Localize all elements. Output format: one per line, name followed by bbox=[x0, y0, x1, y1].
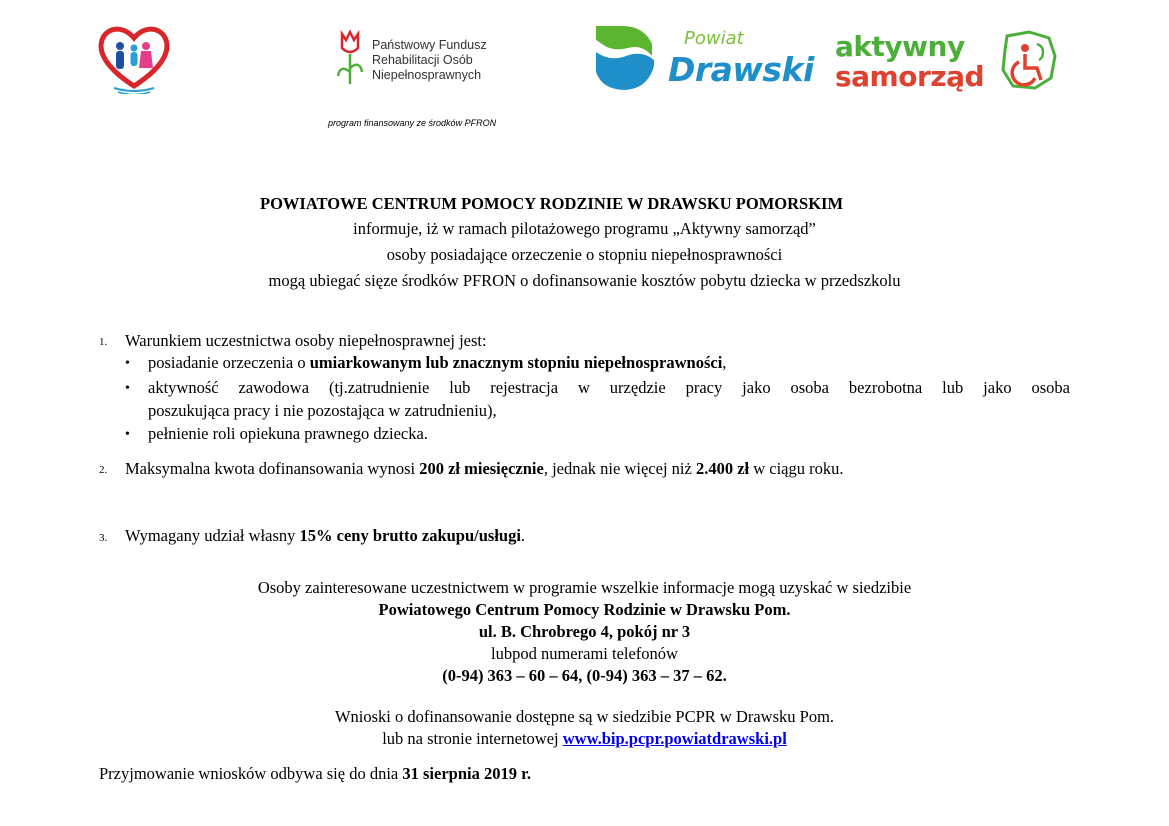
contact-address: ul. B. Chrobrego 4, pokój nr 3 bbox=[478, 622, 691, 641]
deadline-text: Przyjmowanie wniosków odbywa się do dnia 31 sierpnia 2019 r. bbox=[99, 764, 532, 783]
family-heart-logo bbox=[96, 22, 172, 94]
powiat-drawski-logo bbox=[592, 20, 814, 100]
bullet1-bold: umiarkowanym lub znacznym stopniu niepełnosprawności bbox=[309, 353, 723, 372]
contact-line1: Osoby zainteresowane uczestnictwem w programie wszelkie informacje mogą uzyskać w siedzibie bbox=[257, 578, 912, 597]
item3-number: 3. bbox=[99, 532, 108, 544]
own-contribution: 15% ceny brutto zakupu/usługi bbox=[299, 526, 521, 545]
item2-number: 2. bbox=[99, 464, 108, 476]
drawski-word1: Powiat bbox=[684, 28, 744, 49]
wave-emblem-icon bbox=[592, 22, 662, 94]
intro-line1: informuje, iż w ramach pilotażowego programu „Aktywny samorząd” bbox=[353, 219, 816, 238]
pfron-logo bbox=[330, 28, 510, 88]
bullet2-text: aktywność zawodowa (tj.zatrudnienie lub rejestracja w urzędzie pracy jako osoba bezrobotna lub jako osoba bbox=[148, 378, 1070, 397]
max-monthly-amount: 200 zł miesięcznie bbox=[419, 459, 544, 478]
applications-line1: Wnioski o dofinansowanie dostępne są w siedzibie PCPR w Drawsku Pom. bbox=[334, 707, 835, 726]
bullet3-symbol: • bbox=[125, 427, 130, 442]
intro-line3: mogą ubiegać sięze środków PFRON o dofinansowanie kosztów pobytu dziecka w przedszkolu bbox=[268, 271, 901, 290]
bullet1-symbol: • bbox=[125, 356, 130, 371]
bullet2-symbol: • bbox=[125, 381, 130, 396]
item2-text: Maksymalna kwota dofinansowania wynosi 200 zł miesięcznie, jednak nie więcej niż 2.400 zł w ciągu roku. bbox=[125, 459, 844, 478]
item1-text: Warunkiem uczestnictwa osoby niepełnosprawnej jest: bbox=[125, 331, 487, 350]
deadline-date: 31 sierpnia 2019 r. bbox=[402, 764, 532, 783]
contact-line2: Powiatowego Centrum Pomocy Rodzinie w Drawsku Pom. bbox=[378, 600, 791, 619]
organization-title: POWIATOWE CENTRUM POMOCY RODZINIE W DRAWSKU POMORSKIM bbox=[260, 194, 844, 213]
bullet1-text: posiadanie orzeczenia o umiarkowanym lub znacznym stopniu niepełnosprawności, bbox=[148, 353, 727, 372]
contact-line4: lubpod numerami telefonów bbox=[491, 644, 678, 663]
heart-family-icon bbox=[96, 22, 172, 94]
bullet3-text: pełnienie roli opiekuna prawnego dziecka. bbox=[148, 424, 428, 443]
samorzad-word: samorząd bbox=[835, 60, 985, 93]
pfron-line2: Rehabilitacji Osób bbox=[372, 53, 473, 67]
bip-website-link[interactable]: www.bip.pcpr.powiatdrawski.pl bbox=[562, 729, 787, 748]
applications-line2: lub na stronie internetowej www.bip.pcpr.powiatdrawski.pl bbox=[382, 729, 787, 748]
drawski-word2: Drawski bbox=[668, 50, 814, 89]
pfron-line1: Państwowy Fundusz bbox=[372, 38, 487, 52]
max-yearly-amount: 2.400 zł bbox=[695, 459, 750, 478]
aktywny-word: aktywny bbox=[835, 30, 965, 63]
accessibility-map-icon bbox=[999, 30, 1059, 94]
funding-note: program finansowany ze środków PFRON bbox=[328, 118, 497, 128]
tulip-icon bbox=[332, 28, 368, 88]
item1-number: 1. bbox=[99, 336, 108, 348]
contact-phones: (0-94) 363 – 60 – 64, (0-94) 363 – 37 – 62. bbox=[442, 666, 727, 685]
aktywny-samorzad-logo bbox=[835, 30, 1065, 102]
intro-line2: osoby posiadające orzeczenie o stopniu niepełnosprawności bbox=[386, 245, 783, 264]
bullet2-continuation: poszukująca pracy i nie pozostająca w zatrudnieniu), bbox=[148, 401, 497, 420]
pfron-line3: Niepełnosprawnych bbox=[372, 68, 482, 82]
item3-text: Wymagany udział własny 15% ceny brutto zakupu/usługi. bbox=[125, 526, 526, 545]
